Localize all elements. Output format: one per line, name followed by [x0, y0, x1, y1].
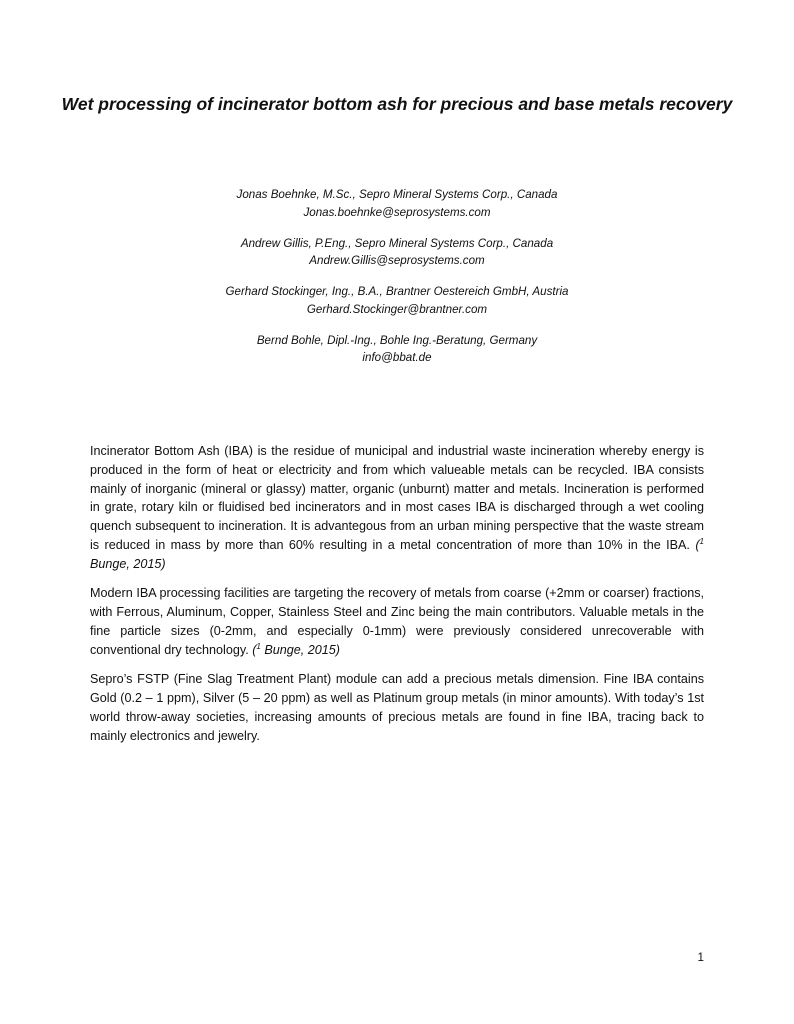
author-block — [60, 332, 734, 367]
citation-footnote-mark: 1 — [256, 641, 261, 651]
paragraph-fstp — [90, 670, 704, 745]
author-affiliation: Andrew Gillis, P.Eng., Sepro Mineral Systems Corp., Canada — [240, 236, 554, 250]
citation-footnote-mark: 1 — [699, 536, 704, 546]
author-email: Andrew.Gillis@seprosystems.com — [309, 254, 485, 267]
author-list — [60, 186, 734, 380]
author-email: info@bbat.de — [362, 351, 432, 364]
author-affiliation: Gerhard Stockinger, Ing., B.A., Brantner Oestereich GmbH, Austria — [225, 285, 569, 298]
body-text — [90, 442, 704, 756]
author-block — [60, 186, 734, 221]
author-affiliation: Bernd Bohle, Dipl.-Ing., Bohle Ing.-Beratung, Germany — [256, 333, 538, 347]
page-number: 1 — [697, 951, 704, 964]
author-email: Gerhard.Stockinger@brantner.com — [306, 302, 488, 316]
author-email: Jonas.boehnke@seprosystems.com — [303, 205, 491, 219]
citation: ($^1$ Bunge, 2015) — [90, 536, 704, 571]
paragraph-text: Modern IBA processing facilities are targeting the recovery of metals from coarse (+2mm or coarser) fractions, with Ferrous, Aluminum, Copper, Stainless Steel and Zinc being the main contributors. Valuable metals in the fine particle sizes (0-2mm, and especially 0-1mm) were previously considered unrecoverable with conventional dry technology. — [90, 586, 704, 657]
paragraph-text: Incinerator Bottom Ash (IBA) is the residue of municipal and industrial waste incineration whereby energy is produced in the form of heat or electricity and from which valueable metals can be recycled. IBA consists mainly of inorganic (mineral or glassy) matter, organic (unburnt) matter and metals. Incineration is performed in grate, rotary kiln or fluidised bed incinerators and in most cases IBA is discharged through a wet cooling quench subsequent to incineration. It is advantegous from an urban mining perspective that the waste stream is reduced in mass by more than 60% resulting in a metal concentration of more than 10% in the IBA. — [90, 444, 704, 552]
document-title: Wet processing of incinerator bottom ash for precious and base metals recovery — [61, 94, 733, 114]
author-affiliation: Jonas Boehnke, M.Sc., Sepro Mineral Systems Corp., Canada — [236, 188, 558, 201]
paragraph-text: Sepro’s FSTP (Fine Slag Treatment Plant) module can add a precious metals dimension. Fine IBA contains Gold (0.2 – 1 ppm), Silver (5 – 20 ppm) as well as Platinum group metals (in minor amounts). With today’s 1st world throw-away societies, increasing amounts of precious metals are found in fine IBA, tracing back to mainly electronics and jewelry. — [90, 672, 704, 743]
author-block — [60, 283, 734, 318]
citation: ($^1$ Bunge, 2015) — [252, 641, 340, 657]
paragraph-intro — [90, 442, 704, 573]
author-block — [60, 235, 734, 270]
paragraph-modern-processing — [90, 584, 704, 659]
